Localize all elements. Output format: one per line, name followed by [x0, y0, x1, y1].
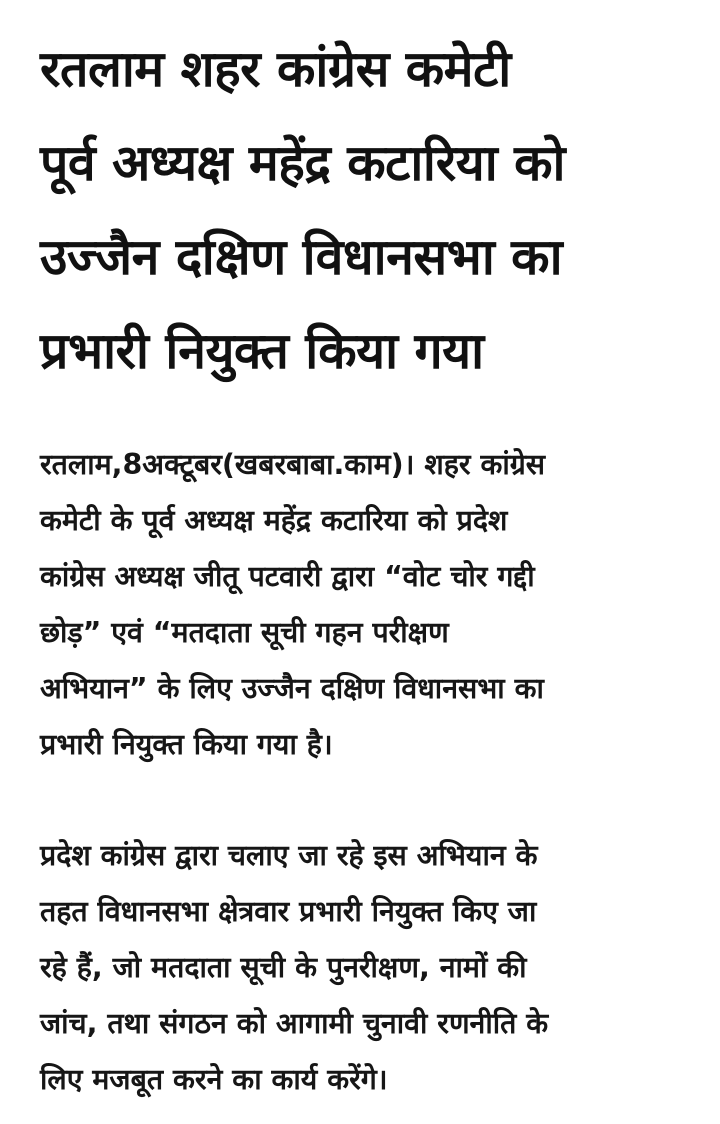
article-headline	[40, 22, 686, 398]
article-paragraph-2	[40, 828, 548, 1108]
paragraph-line: रतलाम,8अक्टूबर(खबरबाबा.काम)। शहर कांग्रेस	[40, 448, 546, 481]
paragraph-line: लिए मजबूत करने का कार्य करेंगे।	[40, 1063, 388, 1096]
headline-line: रतलाम शहर कांग्रेस कमेटी	[40, 40, 511, 98]
paragraph-line: कमेटी के पूर्व अध्यक्ष महेंद्र कटारिया को प्रदेश	[40, 504, 508, 537]
paragraph-line: जांच, तथा संगठन को आगामी चुनावी रणनीति के	[40, 1007, 549, 1040]
headline-line: पूर्व अध्यक्ष महेंद्र कटारिया को	[40, 134, 565, 192]
paragraph-line: रहे हैं, जो मतदाता सूची के पुनरीक्षण, नामों की	[40, 951, 527, 984]
headline-line: प्रभारी नियुक्त किया गया	[40, 322, 484, 380]
headline-line: उज्जैन दक्षिण विधानसभा का	[40, 228, 563, 286]
paragraph-line: प्रदेश कांग्रेस द्वारा चलाए जा रहे इस अभियान के	[40, 839, 538, 872]
paragraph-line: छोड़” एवं “मतदाता सूची गहन परीक्षण	[40, 616, 449, 649]
paragraph-line: कांग्रेस अध्यक्ष जीतू पटवारी द्वारा “वोट चोर गद्दी	[40, 560, 535, 593]
paragraph-line: तहत विधानसभा क्षेत्रवार प्रभारी नियुक्त किए जा	[40, 895, 537, 928]
paragraph-line: अभियान” के लिए उज्जैन दक्षिण विधानसभा का	[40, 672, 544, 705]
paragraph-line: प्रभारी नियुक्त किया गया है।	[40, 728, 333, 761]
article-paragraph-1	[40, 437, 545, 773]
